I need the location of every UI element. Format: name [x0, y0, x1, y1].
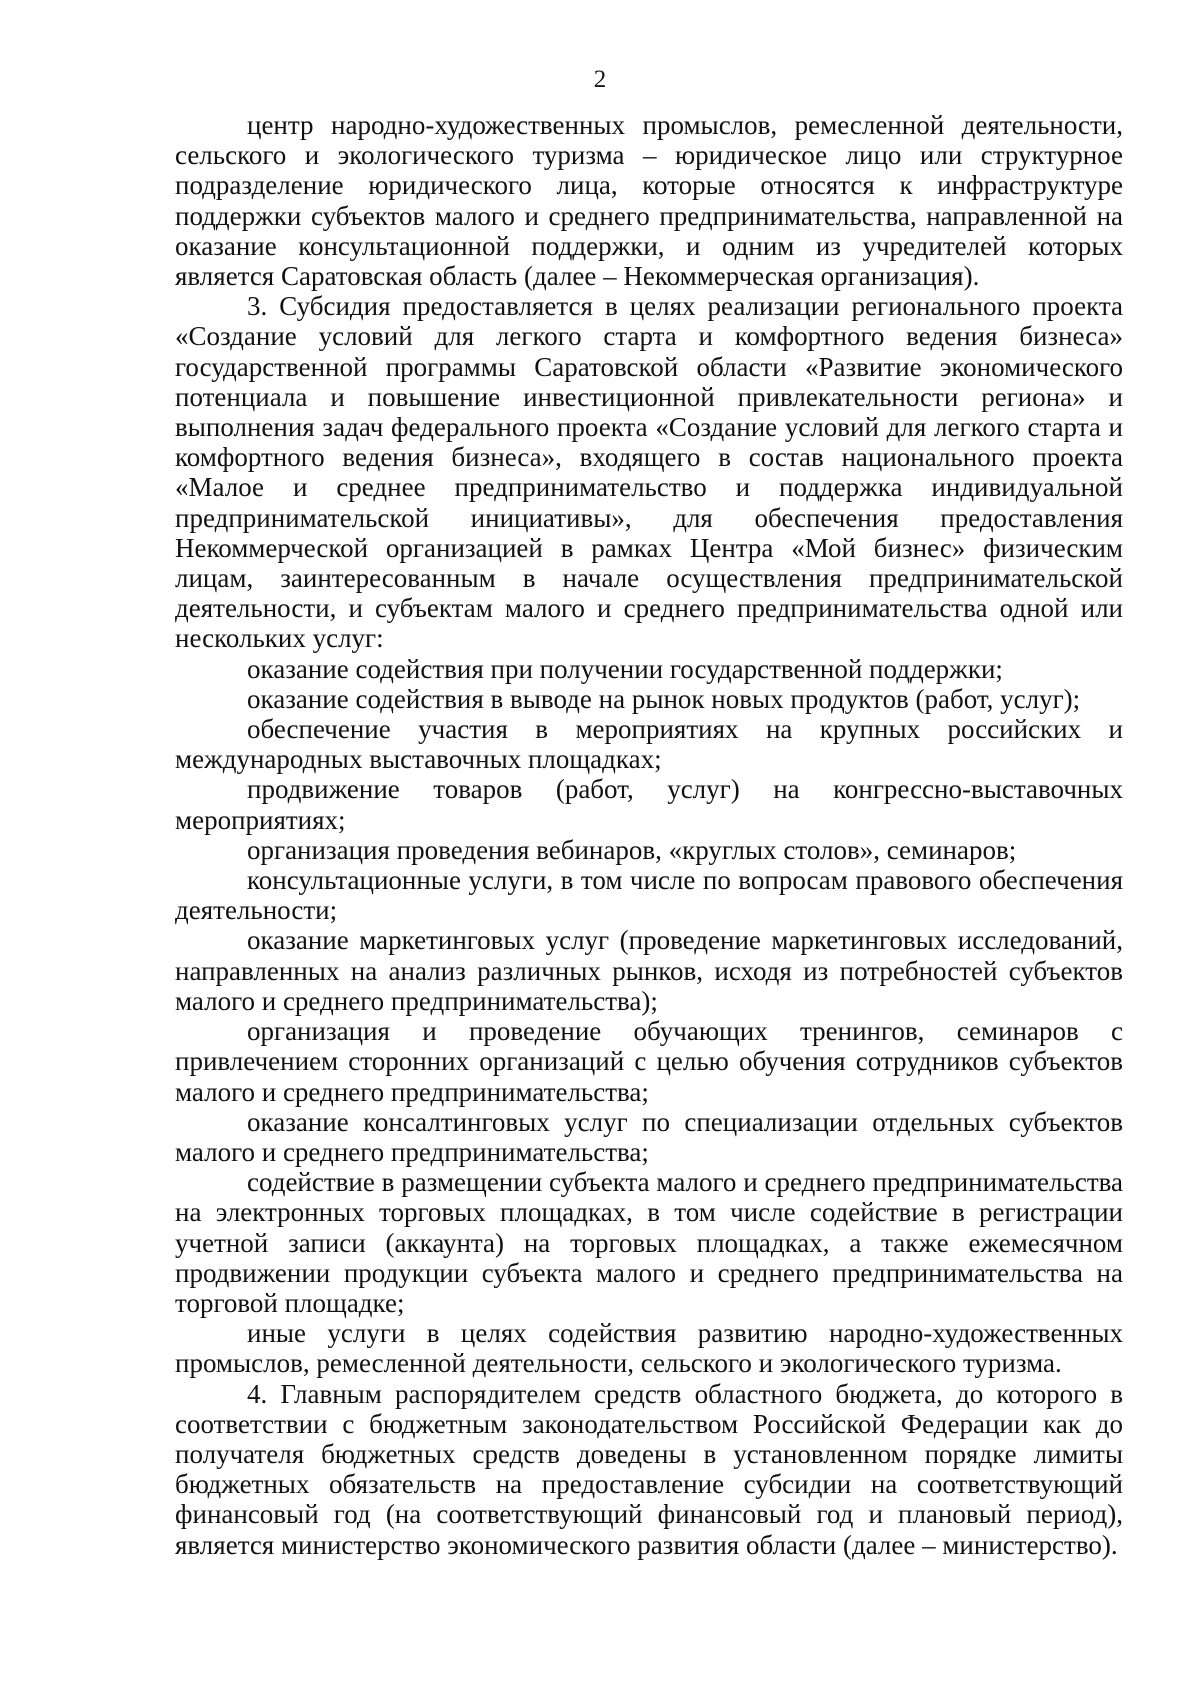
service-item-specialization-consulting: оказание консалтинговых услуг по специализации отдельных субъектов малого и среднего предпринимательства; [175, 1106, 1123, 1167]
service-item-marketing: оказание маркетинговых услуг (проведение маркетинговых исследований, направленных на анализ различных рынков, исходя из потребностей субъектов малого и среднего предпринимательства); [175, 925, 1123, 1016]
service-item-other: иные услуги в целях содействия развитию народно-художественных промыслов, ремесленной деятельности, сельского и экологического туризма. [175, 1318, 1123, 1379]
page-number: 2 [593, 66, 607, 93]
service-item-consulting: консультационные услуги, в том числе по вопросам правового обеспечения деятельности; [175, 865, 1123, 926]
service-item-webinars: организация проведения вебинаров, «круглых столов», семинаров; [247, 834, 1017, 865]
service-item-marketplaces: содействие в размещении субъекта малого и среднего предпринимательства на электронных торговых площадках, в том числе содействие в регистрации учетной записи (аккаунта) на торговых площадках, а также ежемесячном продвижении продукции субъекта малого и среднего предпринимательства на торговой площадке; [175, 1167, 1123, 1318]
service-item-exhibitions: обеспечение участия в мероприятиях на крупных российских и международных выставочных площадках; [175, 714, 1123, 775]
service-item-congress-promotion: продвижение товаров (работ, услуг) на конгрессно-выставочных мероприятиях; [175, 774, 1123, 835]
service-item-trainings: организация и проведение обучающих тренингов, семинаров с привлечением сторонних организаций с целью обучения сотрудников субъектов малого и среднего предпринимательства; [175, 1016, 1123, 1107]
document-body [175, 110, 1123, 1560]
paragraph-center-definition: центр народно-художественных промыслов, ремесленной деятельности, сельского и экологического туризма – юридическое лицо или структурное подразделение юридического лица, которые относятся к инфраструктуре поддержки субъектов малого и среднего предпринимательства, направленной на оказание консультационной поддержки, и одним из учредителей которых является Саратовская область (далее – Некоммерческая организация). [175, 110, 1123, 292]
service-item-market-entry: оказание содействия в выводе на рынок новых продуктов (работ, услуг); [247, 683, 1081, 714]
paragraph-budget-administrator: 4. Главным распорядителем средств областного бюджета, до которого в соответствии с бюджетным законодательством Российской Федерации как до получателя бюджетных средств доведены в установленном порядке лимиты бюджетных обязательств на предоставление субсидии на соответствующий финансовый год (на соответствующий финансовый год и плановый период), является министерство экономического развития области (далее – министерство). [175, 1378, 1123, 1560]
service-item-state-support: оказание содействия при получении государственной поддержки; [247, 653, 1003, 684]
paragraph-subsidy-purpose: 3. Субсидия предоставляется в целях реализации регионального проекта «Создание условий для легкого старта и комфортного ведения бизнеса» государственной программы Саратовской области «Развитие экономического потенциала и повышение инвестиционной привлекательности региона» и выполнения задач федерального проекта «Создание условий для легкого старта и комфортного ведения бизнеса», входящего в состав национального проекта «Малое и среднее предпринимательство и поддержка индивидуальной предпринимательской инициативы», для обеспечения предоставления Некоммерческой организацией в рамках Центра «Мой бизнес» физическим лицам, заинтересованным в начале осуществления предпринимательской деятельности, и субъектам малого и среднего предпринимательства одной или нескольких услуг: [175, 291, 1123, 654]
